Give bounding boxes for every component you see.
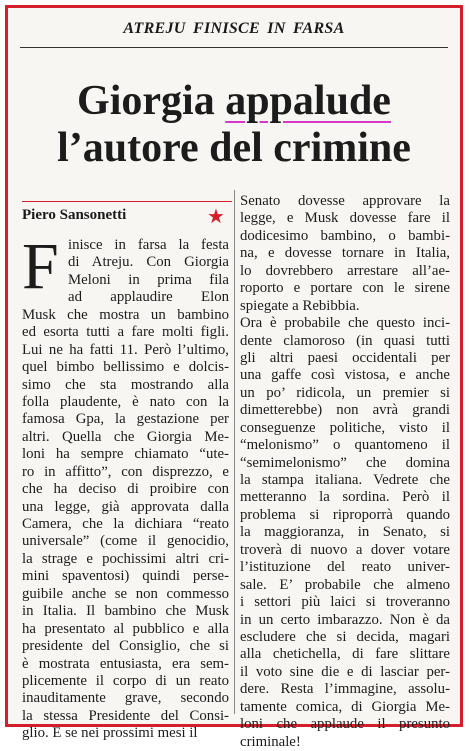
left-column bbox=[22, 237, 229, 743]
text-line: Ora è probabile che questo inci- bbox=[240, 315, 450, 332]
text-line: dodicesimo bambino, o bambi- bbox=[240, 227, 450, 244]
text-line: sale. E’ probabile che almeno bbox=[240, 576, 450, 593]
text-line: lo dovrebbero arrestare all’ae- bbox=[240, 262, 450, 279]
text-line: in un certo imbarazzo. Non è da bbox=[240, 611, 450, 628]
text-line: loni ha sempre chiamato “ute- bbox=[22, 446, 229, 463]
text-line: criminale! bbox=[240, 733, 301, 750]
text-line: famosa Gpa, la gestazione per bbox=[22, 411, 229, 428]
text-line: roporto e portare con le sirene bbox=[240, 280, 450, 297]
text-line: troverà di nuovo a dover votare bbox=[240, 541, 450, 558]
text-line: una legge, già approvata dalla bbox=[22, 498, 229, 515]
text-line: escludere che si decida, magari bbox=[240, 628, 450, 645]
text-line: guibile anche se non commesso bbox=[22, 585, 229, 602]
text-line: il voto sine die e di lasciar per- bbox=[240, 663, 450, 680]
text-line: inisce in farsa la festa bbox=[68, 237, 229, 253]
text-line: ed esorta tutti a fare molti figli. bbox=[22, 324, 229, 341]
text-line: problema si riproporrà quando bbox=[240, 506, 450, 523]
column-divider bbox=[234, 190, 235, 714]
text-line: dere. Resta l’immagine, assolu- bbox=[240, 681, 450, 698]
text-line: che ha deciso di proibire con bbox=[22, 481, 229, 498]
text-line: dimetterebbe) non avrà grandi bbox=[240, 402, 450, 419]
text-line: Lui ne ha fatti 11. Però l’ultimo, bbox=[22, 341, 229, 358]
text-line: metteranno la sordina. Però il bbox=[240, 489, 450, 506]
text-line: folla plaudente, è nato con la bbox=[22, 393, 229, 410]
kicker-rule bbox=[20, 47, 448, 48]
text-line: gli altri paesi occidentali per bbox=[240, 349, 450, 366]
text-line: la stessa Presidente del Consi- bbox=[22, 707, 229, 724]
text-line: Camera, che la dichiara “reato bbox=[22, 516, 229, 532]
text-line: glio. E se nei prossimi mesi il bbox=[22, 725, 198, 742]
text-line: di Atreju. Con Giorgia bbox=[68, 254, 229, 271]
right-column bbox=[240, 193, 450, 751]
text-line: ad applaudire Elon bbox=[68, 289, 229, 306]
text-line: Musk che mostra un bambino bbox=[22, 306, 229, 323]
text-line: i settori più laici si troveranno bbox=[240, 594, 450, 611]
text-line: simo che sta mostrando alla bbox=[22, 376, 229, 393]
text-line: Senato dovesse approvare la bbox=[240, 193, 450, 209]
text-line: un po’ ridicola, un premier si bbox=[240, 384, 450, 401]
text-line: na, e dovesse tornare in Italia, bbox=[240, 245, 450, 262]
text-line: presidente del Consiglio, che si bbox=[22, 638, 229, 655]
text-line: tamente comica, di Giorgia Me- bbox=[240, 698, 450, 715]
text-line: legge, e Musk dovesse fare il bbox=[240, 210, 450, 227]
text-line: mini spaventosi) quindi perse- bbox=[22, 568, 229, 585]
text-line: quel bimbo bellissimo e dolcis- bbox=[22, 359, 229, 376]
text-line: la maggioranza, in Senato, si bbox=[240, 524, 450, 541]
text-line: in Italia. Il bambino che Musk bbox=[22, 603, 229, 620]
text-line: plicemente il corpo di un reato bbox=[22, 672, 229, 689]
text-line: universale” (come il genocidio, bbox=[22, 533, 229, 550]
headline-line-1-start: Giorgia bbox=[77, 78, 226, 124]
headline-line-1 bbox=[8, 78, 460, 125]
kicker: ATREJU FINISCE IN FARSA bbox=[123, 20, 345, 37]
text-line: “semimelonismo” che domina bbox=[240, 454, 450, 471]
text-line: loni che applaude il presunto bbox=[240, 716, 450, 733]
text-line: Meloni in prima fila bbox=[68, 271, 229, 288]
text-line: conseguenze politiche, visto il bbox=[240, 419, 450, 436]
text-line: la strage e pochissimi altri cri- bbox=[22, 550, 229, 567]
text-line: “melonismo” o quantomeno il bbox=[240, 437, 450, 454]
byline-rule bbox=[22, 201, 232, 202]
headline bbox=[8, 78, 460, 172]
text-line: dente clamoroso (in quasi tutti bbox=[240, 332, 450, 349]
text-line: alla chetichella, di fare slittare bbox=[240, 646, 450, 663]
text-line: spiegate a Rebibbia. bbox=[240, 297, 360, 314]
text-line: è mostrata entusiasta, era sem- bbox=[22, 655, 229, 672]
text-line: altri. Quella che Giorgia Me- bbox=[22, 428, 229, 445]
text-line: inauditamente grave, secondo bbox=[22, 690, 229, 707]
text-line: ro in affitto”, con disprezzo, e bbox=[22, 463, 229, 480]
text-line: ha presentato al pubblico e alla bbox=[22, 620, 229, 637]
star-icon: ★ bbox=[207, 204, 225, 228]
drop-cap: F bbox=[22, 230, 59, 303]
headline-line-2: l’autore del crimine bbox=[57, 125, 411, 171]
newspaper-clipping bbox=[5, 5, 463, 750]
text-line: una gaffe così vistosa, e anche bbox=[240, 367, 450, 384]
highlighted-word: appalude bbox=[225, 78, 391, 124]
text-line: l’istituzione del reato univer- bbox=[240, 559, 450, 576]
text-line: la stampa italiana. Vedrete che bbox=[240, 472, 450, 488]
byline: Piero Sansonetti bbox=[22, 207, 127, 223]
